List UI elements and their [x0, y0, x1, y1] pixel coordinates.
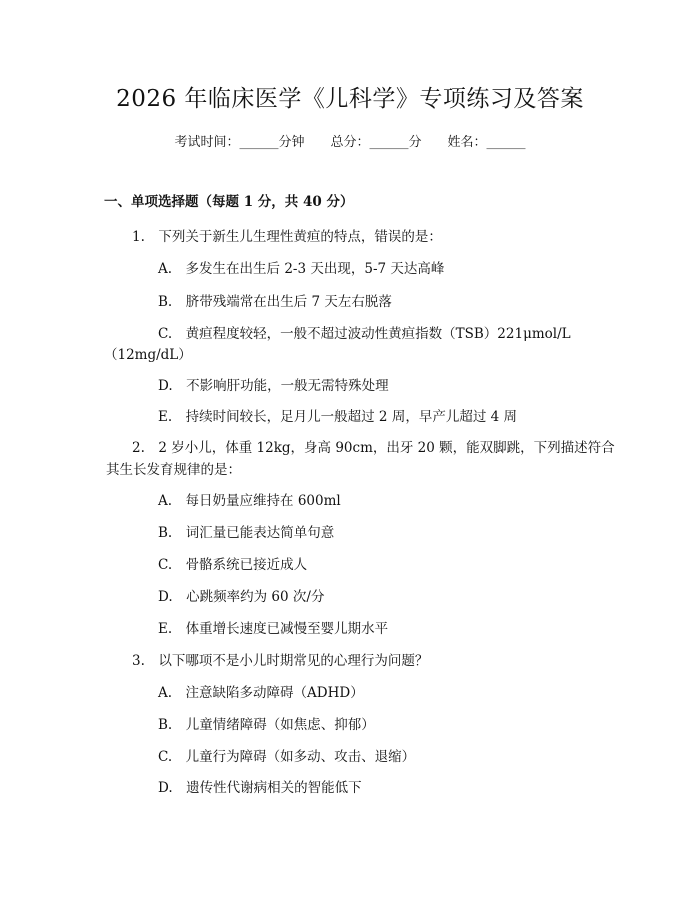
- question-option: D. 遗传性代谢病相关的智能低下: [158, 780, 362, 796]
- question-option: C. 黄疸程度较轻，一般不超过波动性黄疸指数（TSB）221μmol/L: [158, 326, 571, 342]
- question-option: C. 骨骼系统已接近成人: [158, 557, 308, 573]
- question-option: E. 持续时间较长，足月儿一般超过 2 周，早产儿超过 4 周: [158, 409, 517, 425]
- name-field: 姓名：______: [447, 135, 526, 150]
- question-option-continuation: （12mg/dL）: [104, 347, 192, 363]
- question-stem: 1. 下列关于新生儿生理性黄疸的特点，错误的是：: [132, 229, 442, 245]
- question-option: B. 儿童情绪障碍（如焦虑、抑郁）: [158, 717, 375, 733]
- exam-meta: [0, 131, 700, 150]
- question-stem: 2. 2 岁小儿，体重 12kg，身高 90cm，出牙 20 颗，能双脚跳，下列描述符合: [132, 440, 615, 456]
- question-option: D. 心跳频率约为 60 次/分: [158, 589, 325, 605]
- question-option: E. 体重增长速度已减慢至婴儿期水平: [158, 621, 389, 637]
- question-option: D. 不影响肝功能，一般无需特殊处理: [158, 378, 389, 394]
- page-title: 2026 年临床医学《儿科学》专项练习及答案: [116, 86, 584, 112]
- question-option: B. 词汇量已能表达简单句意: [158, 525, 335, 541]
- question-option: A. 注意缺陷多动障碍（ADHD）: [158, 685, 364, 701]
- question-stem: 3. 以下哪项不是小儿时期常见的心理行为问题？: [132, 653, 429, 669]
- question-option: A. 多发生在出生后 2-3 天出现，5-7 天达高峰: [158, 261, 445, 277]
- question-option: C. 儿童行为障碍（如多动、攻击、退缩）: [158, 749, 416, 765]
- exam-time-field: 考试时间：______分钟: [174, 135, 305, 150]
- total-score-field: 总分：______分: [330, 135, 422, 150]
- question-option: A. 每日奶量应维持在 600ml: [158, 493, 341, 509]
- section-title: 一、单项选择题（每题 1 分，共 40 分）: [104, 194, 354, 210]
- question-option: B. 脐带残端常在出生后 7 天左右脱落: [158, 294, 392, 310]
- question-stem-continuation: 其生长发育规律的是：: [106, 462, 241, 478]
